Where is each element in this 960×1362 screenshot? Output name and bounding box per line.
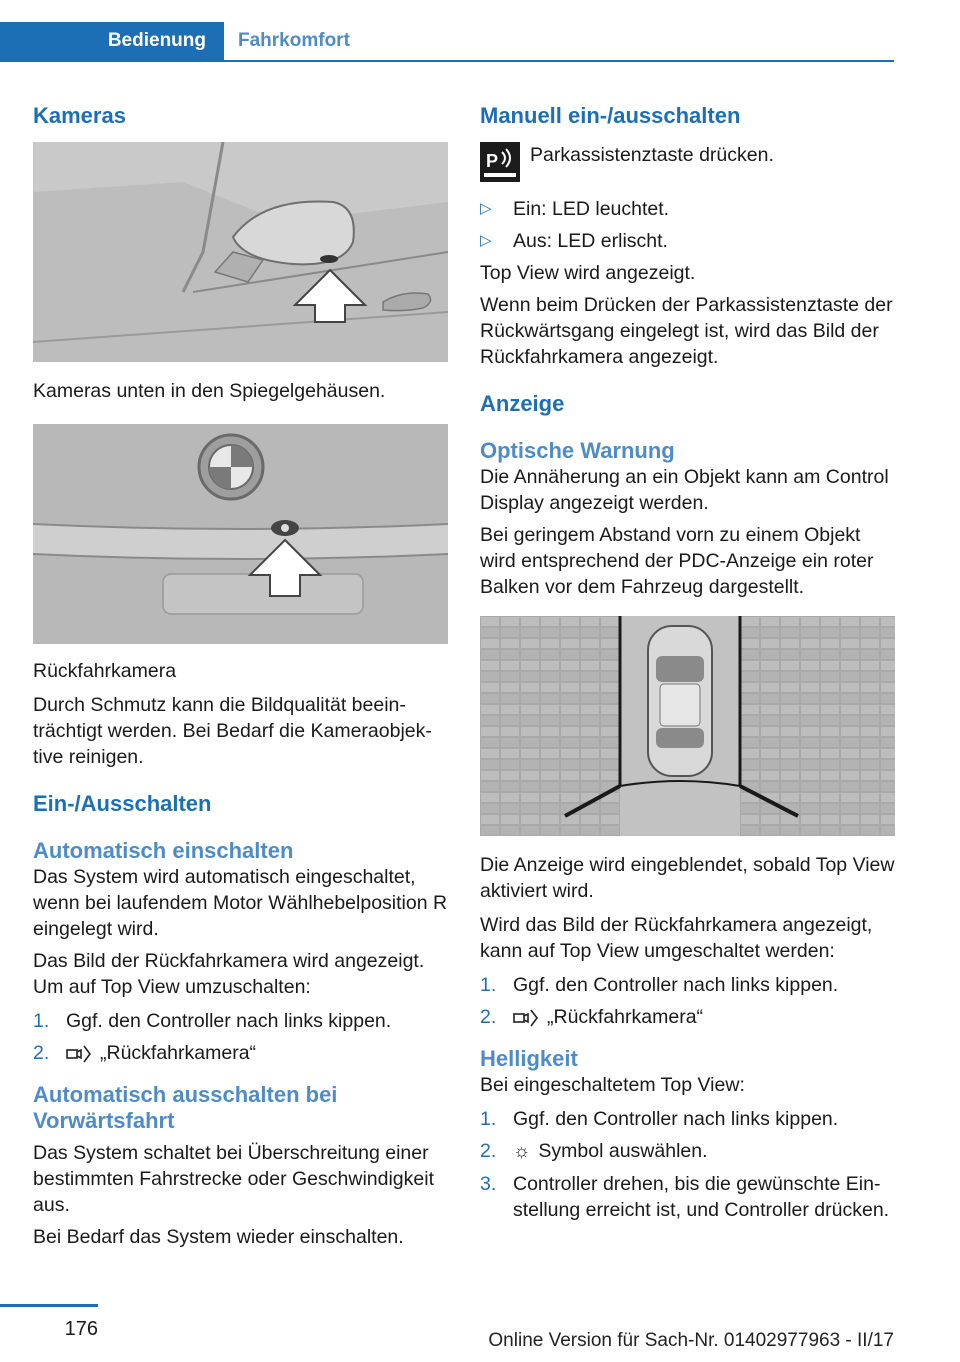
bullet-text: Aus: LED erlischt. <box>513 230 668 252</box>
step-number: 3. <box>480 1172 497 1195</box>
left-column <box>33 102 448 1250</box>
press-instruction <box>480 142 895 188</box>
paragraph-switch: Wird das Bild der Rückfahrkamera angezeigt, kann auf Top View umgeschaltet werden: <box>480 914 873 962</box>
triangle-bullet-icon: ▷ <box>480 200 492 217</box>
step-number: 1. <box>480 974 497 996</box>
mirror-camera-illustration <box>33 142 448 362</box>
paragraph-brightness: Bei eingeschaltetem Top View: <box>480 1074 745 1096</box>
paragraph-optical-2: Bei geringem Abstand vorn zu einem Objekt wird entsprechend der PDC-Anzeige ein roter Balken vor dem Fahrzeug dargestellt. <box>480 524 874 598</box>
step-text: Ggf. den Controller nach links kippen. <box>513 974 839 996</box>
step-number: 2. <box>480 1006 497 1028</box>
paragraph-reverse: Wenn beim Drücken der Parkassistenztaste der Rückwärtsgang eingelegt ist, wird das Bild der Rückfahrkamera angezeigt. <box>480 294 893 368</box>
step-number: 1. <box>480 1108 497 1130</box>
paragraph-shown: Die Anzeige wird eingeblendet, sobald Top View aktiviert wird. <box>480 854 895 902</box>
list-item <box>480 1004 895 1030</box>
list-item <box>33 1008 448 1034</box>
paragraph-auto-on: Das System wird automatisch eingeschaltet, wenn bei laufendem Motor Wählhebelposition R eingelegt wird. <box>33 866 448 940</box>
paragraph-dirt: Durch Schmutz kann die Bildqualität beeinträchtigt werden. Bei Bedarf die Kameraobjektive reinigen. <box>33 694 432 768</box>
step-number: 2. <box>480 1140 497 1162</box>
paragraph-optical-1: Die Annäherung an ein Objekt kann am Control Display angezeigt werden. <box>480 466 889 514</box>
paragraph-reenable: Bei Bedarf das System wieder einschalten. <box>33 1226 404 1248</box>
tab-fahrkomfort[interactable]: Fahrkomfort <box>238 30 350 51</box>
heading-manual: Manuell ein-/ausschalten <box>480 103 741 128</box>
brightness-sun-icon: ☼ <box>513 1140 531 1162</box>
step-number: 1. <box>33 1010 50 1032</box>
step-text: Controller drehen, bis die gewünschte Einstellung erreicht ist, und Controller drücken. <box>513 1172 890 1221</box>
list-item <box>480 228 895 254</box>
steps-right-b <box>480 1106 895 1223</box>
step-text: Ggf. den Controller nach links kippen. <box>66 1010 392 1032</box>
heading-display: Anzeige <box>480 391 565 416</box>
heading-onoff: Ein-/Ausschalten <box>33 791 212 816</box>
park-assist-button-icon <box>480 142 520 182</box>
list-item <box>480 972 895 998</box>
step-text: „Rückfahrkamera“ <box>547 1006 704 1028</box>
heading-auto-on: Automatisch einschalten <box>33 838 294 863</box>
heading-optical: Optische Warnung <box>480 438 675 463</box>
bullet-text: Ein: LED leuchtet. <box>513 198 670 220</box>
list-item <box>480 196 895 222</box>
paragraph-auto-off: Das System schaltet bei Überschreitung einer bestimmten Fahrstrecke oder Geschwindigkeit aus. <box>33 1142 434 1216</box>
step-text: Ggf. den Controller nach links kippen. <box>513 1108 839 1130</box>
triangle-bullet-icon: ▷ <box>480 232 492 249</box>
svg-text:P: P <box>486 151 499 171</box>
heading-brightness: Helligkeit <box>480 1046 578 1071</box>
caption-rear: Rückfahrkamera <box>33 660 177 682</box>
list-item <box>480 1171 895 1223</box>
paragraph-topview: Top View wird angezeigt. <box>480 262 696 284</box>
rear-camera-icon <box>66 1044 92 1064</box>
paragraph-view: Das Bild der Rückfahrkamera wird angezeigt. Um auf Top View umzuschalten: <box>33 950 425 998</box>
page-number: 176 <box>64 1318 98 1340</box>
heading-auto-off: Automatisch ausschalten bei Vorwärtsfahrt <box>33 1082 338 1133</box>
rear-camera-icon <box>513 1008 539 1028</box>
list-item <box>33 1040 448 1066</box>
list-item <box>480 1106 895 1132</box>
steps-left <box>33 1008 448 1066</box>
top-view-illustration <box>480 616 895 836</box>
online-version-note: Online Version für Sach-Nr. 01402977963 - II/17 <box>488 1330 894 1351</box>
tab-bedienung[interactable]: Bedienung <box>0 22 224 60</box>
page-header <box>0 0 894 62</box>
step-number: 2. <box>33 1042 50 1064</box>
step-text: Symbol auswählen. <box>538 1140 708 1162</box>
caption-mirror: Kameras unten in den Spiegelgehäusen. <box>33 380 386 402</box>
list-item <box>480 1138 895 1165</box>
bullets-led <box>480 196 895 254</box>
step-text: „Rückfahrkamera“ <box>100 1042 257 1064</box>
steps-right-a <box>480 972 895 1030</box>
header-rule <box>0 60 894 62</box>
right-column <box>480 102 895 1229</box>
rear-camera-illustration <box>33 424 448 644</box>
heading-kameras: Kameras <box>33 103 126 128</box>
paragraph-press: Parkassistenztaste drücken. <box>530 144 774 166</box>
footer-rule <box>0 1304 98 1307</box>
